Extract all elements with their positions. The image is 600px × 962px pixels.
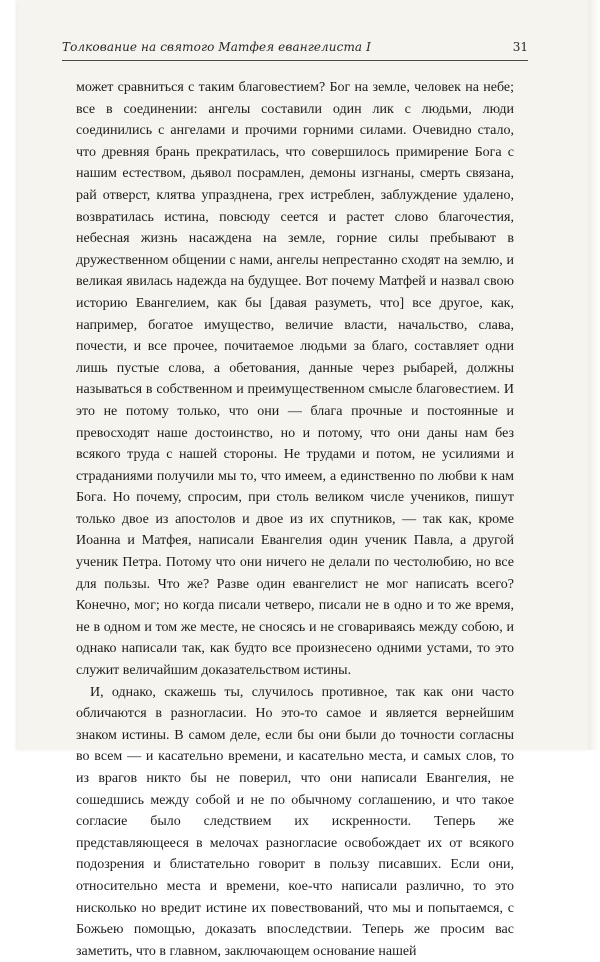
book-page [18,0,588,959]
page-number: 31 [512,40,528,54]
header-rule [62,60,528,61]
paragraph: может сравниться с таким благовестием? Бог на земле, человек на небе; все в соединении: ангелы составили один лик с людьми, люди соединились с ангелами и прочими горними силами. Очевидно стало, что древняя брань прекратилась, что совершилось примирение Бога с нашим естеством, дьявол посрамлен, демоны изгнаны, смерть связана, рай отверст, клятва упразднена, грех истреблен, заблуждение удалено, возвратилась истина, повсюду сеется и растет слово благочестия, небесная жизнь насаждена на земле, горние силы пребывают в дружественном общении с нами, ангелы непрестанно сходят на землю, и великая явилась надежда на будущее. Вот почему Матфей и назвал свою историю Евангелием, как бы [давая разуметь, что] все другое, как, например, богатое имущество, величие власти, начальство, слава, почести, и все прочее, почитаемое людьми за благо, составляет одни лишь пустые слова, а обетования, данные через рыбарей, должны называться в собственном и преимущественном смысле благовестием. И это не потому только, что они — блага прочные и постоянные и превосходят наше достоинство, но и потому, что они даны нам без всякого труда с нашей стороны. Не трудами и потом, не усилиями и страданиями получили мы то, что имеем, а единственно по любви к нам Бога. Но почему, спросим, при столь великом числе учеников, пишут только двое из апостолов и двое из их спутников, — так как, кроме Иоанна и Матфея, написали Евангелия один ученик Павла, а другой ученик Петра. Потому что они ничего не делали по честолюбию, но все для пользы. Что же? Разве один евангелист не мог написать всего? Конечно, мог; но когда писали четверо, писали не в одно и то же время, не в одном и том же месте, не сносясь и не сговариваясь между собою, и однако написали так, как будто все произнесено одними устами, то это служит величайшим доказательством истины. [76,80,514,679]
running-title: Толкование на святого Матфея евангелиста I [62,40,371,54]
running-head [62,40,528,54]
paragraph: И, однако, скажешь ты, случилось противное, так как они часто обличаются в разногласии. Но это-то самое и является вернейшим знаком истины. В самом деле, если бы они были до точности согласны во всем — и касательно времени, и касательно места, и самых слов, то из врагов никто бы не поверил, что они написали Евангелия, не сошедшись между собой и не по обычному соглашению, и что такое согласие было следствием их искренности. Теперь же представляющееся в мелочах разногласие освобождает их от всякого подозрения и блистательно говорит в пользу писавших. Если они, относительно места и времени, кое-что написали различно, то это нисколько но вредит истине их повествований, что мы и попытаемся, с Божьею помощью, доказать впоследствии. Теперь же просим вас заметить, что в главном, заключающем основание нашей [76,684,514,959]
body-text [76,77,514,962]
